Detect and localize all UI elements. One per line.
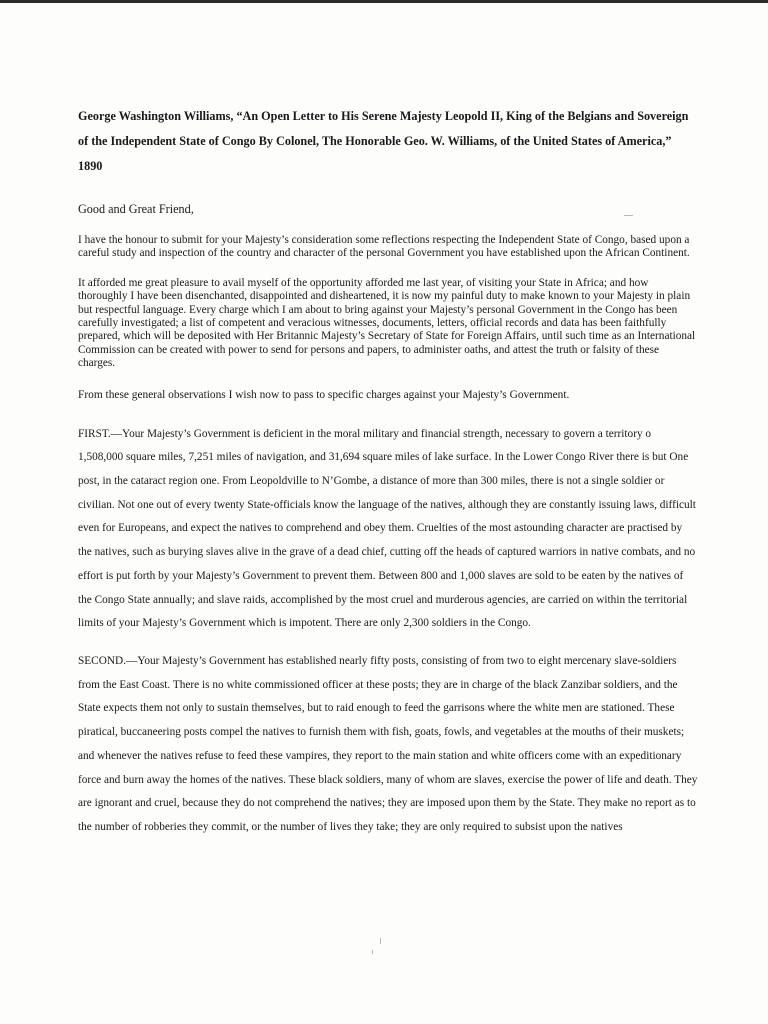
greeting: Good and Great Friend, xyxy=(78,202,194,216)
paragraph-transition: From these general observations I wish now to pass to specific charges against your Majesty’s Government. xyxy=(78,388,570,401)
paragraph-second-charge: SECOND.—Your Majesty’s Government has established nearly fifty posts, consisting of from two to eight mercenary slave-soldiers from the East Coast. There is no white commissioned officer at these posts; they are in charge of the black Zanzibar soldiers, and the State expects them not only to sustain themselves, but to raid enough to feed the garrisons where the white men are stationed. These piratical, buccaneering posts compel the natives to furnish them with fish, goats, fowls, and vegetables at the mouths of their muskets; and whenever the natives refuse to feed these vampires, they report to the main station and white officers come with an expeditionary force and burn away the homes of the natives. These black soldiers, many of whom are slaves, exercise the power of life and death. They are ignorant and cruel, because they do not comprehend the natives; they are imposed upon them by the State. They make no report as to the number of robberies they commit, or the number of lives they take; they are only required to subsist upon the natives xyxy=(78,654,698,833)
paragraph-intro: I have the honour to submit for your Majesty’s consideration some reflections respecting the Independent State of Congo, based upon a careful study and inspection of the country and character of the personal Government you have established upon the African Continent. xyxy=(78,234,690,260)
scan-speck xyxy=(624,215,633,216)
scan-speck xyxy=(380,938,381,944)
document-title: George Washington Williams, “An Open Letter to His Serene Majesty Leopold II, King of the Belgians and Sovereign of the Independent State of Congo By Colonel, The Honorable Geo. W. Williams, of the United States of America,” 1890 xyxy=(78,109,689,173)
scan-top-edge xyxy=(0,0,768,3)
letter-body xyxy=(78,104,698,854)
scan-speck xyxy=(372,950,373,954)
paragraph-first-charge: FIRST.—Your Majesty’s Government is deficient in the moral military and financial strength, necessary to govern a territory o 1,508,000 square miles, 7,251 miles of navigation, and 31,694 square miles of lake surface. In the Lower Congo River there is but One post, in the cataract region one. From Leopoldville to N’Gombe, a distance of more than 300 miles, there is not a single soldier or civilian. Not one out of every twenty State-officials know the language of the natives, although they are constantly issuing laws, difficult even for Europeans, and expect the natives to comprehend and obey them. Cruelties of the most astounding character are practised by the natives, such as burying slaves alive in the grave of a dead chief, cutting off the heads of captured warriors in native combats, and no effort is put forth by your Majesty’s Government to prevent them. Between 800 and 1,000 slaves are sold to be eaten by the natives of the Congo State annually; and slave raids, accomplished by the most cruel and murderous agencies, are carried on within the territorial limits of your Majesty’s Government which is impotent. There are only 2,300 soldiers in the Congo. xyxy=(78,427,696,630)
paragraph-visit: It afforded me great pleasure to avail myself of the opportunity afforded me last year, of visiting your State in Africa; and how thoroughly I have been disenchanted, disappointed and disheartened, it is now my painful duty to make known to your Majesty in plain but respectful language. Every charge which I am about to bring against your Majesty’s personal Government in the Congo has been carefully investigated; a list of competent and veracious witnesses, documents, letters, official records and data has been faithfully prepared, which will be deposited with Her Britannic Majesty’s Secretary of State for Foreign Affairs, until such time as an International Commission can be created with power to send for persons and papers, to administer oaths, and attest the truth or falsity of these charges. xyxy=(78,276,696,370)
